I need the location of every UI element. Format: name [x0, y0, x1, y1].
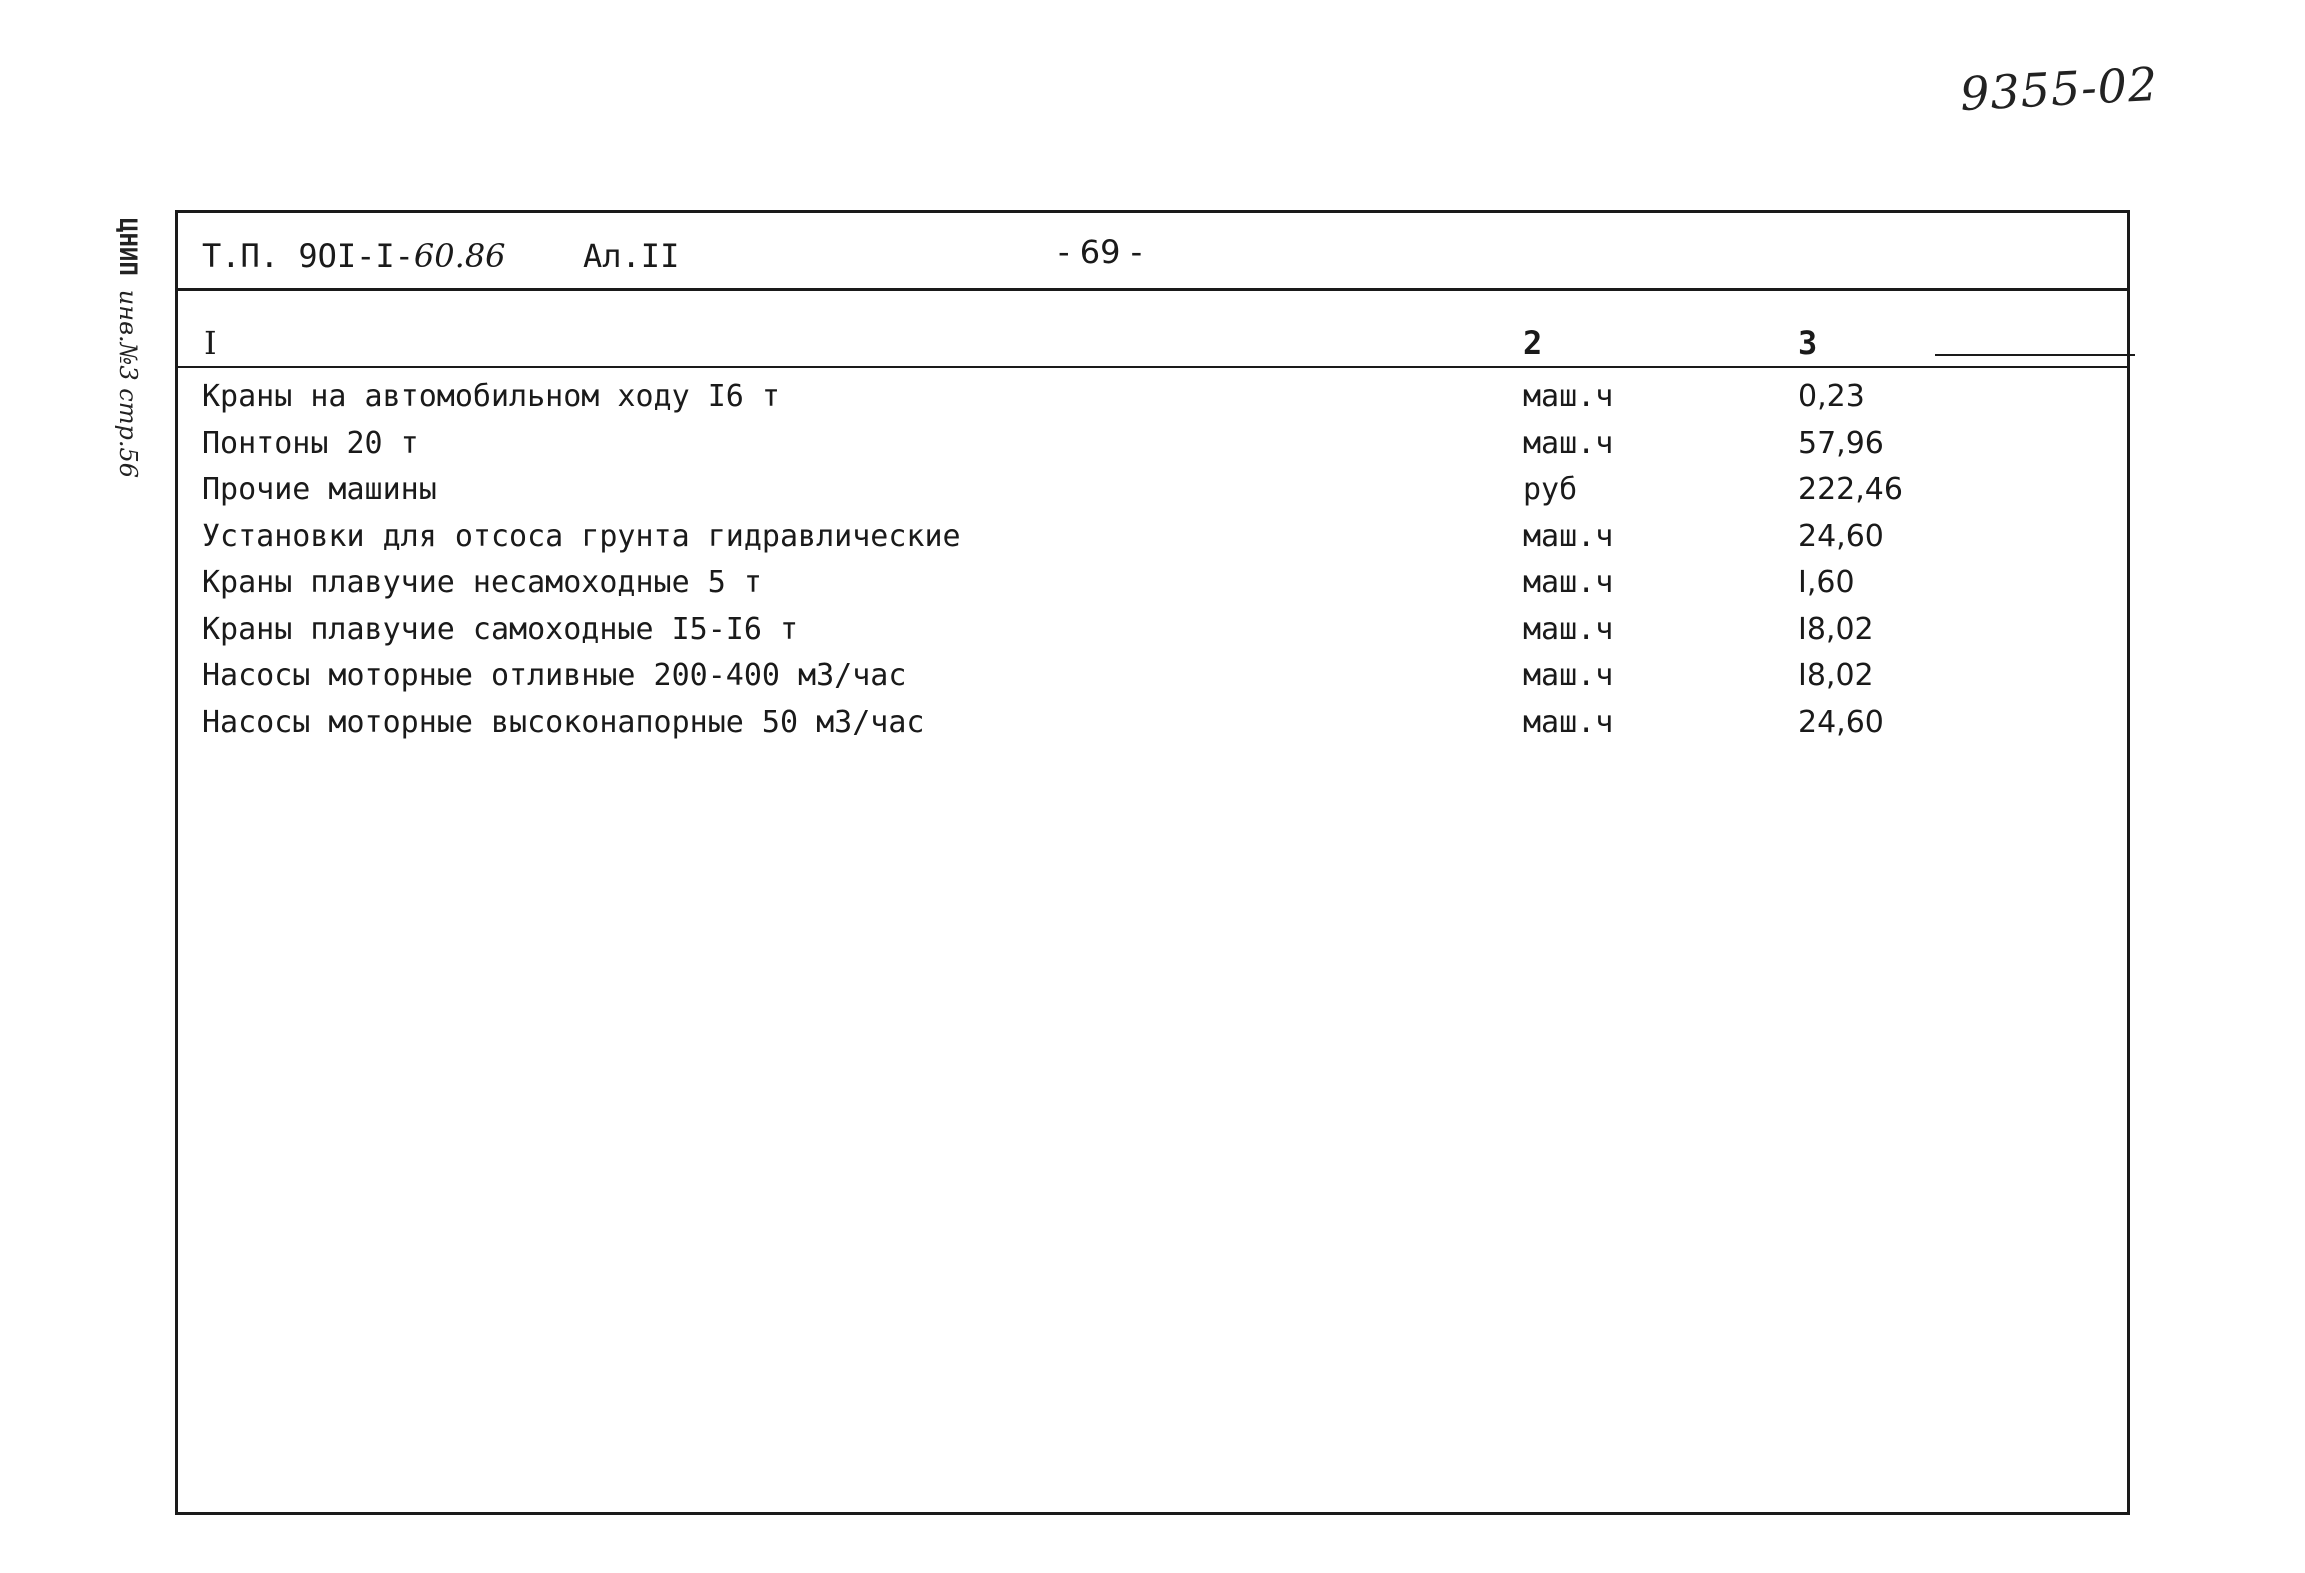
table-row	[178, 608, 2127, 655]
column-header-3: 3	[1798, 324, 1818, 362]
row-unit: маш.ч	[1523, 658, 1614, 693]
row-value: I8,02	[1798, 611, 1874, 647]
row-value: 57,96	[1798, 425, 1884, 461]
table-row	[178, 515, 2127, 562]
document-header	[178, 213, 2127, 291]
document-code-printed: Т.П. 9OI-I-	[202, 237, 414, 275]
row-unit: маш.ч	[1523, 565, 1614, 600]
sheet-label: Ал.II	[583, 237, 680, 275]
table-row	[178, 654, 2127, 701]
row-name: Насосы моторные высоконапорные 50 м3/час	[202, 704, 925, 740]
row-name: Насосы моторные отливные 200-400 м3/час	[202, 658, 907, 693]
row-unit: маш.ч	[1523, 379, 1614, 414]
row-unit: маш.ч	[1523, 704, 1614, 740]
table-row	[178, 561, 2127, 608]
row-unit: маш.ч	[1523, 611, 1614, 647]
side-stamp-handwritten: инв.№3 стр.56	[114, 289, 142, 478]
row-name: Краны плавучие несамоходные 5 т	[202, 565, 762, 600]
table-column-headers	[178, 318, 2127, 368]
row-unit: маш.ч	[1523, 425, 1614, 461]
row-value: 222,46	[1798, 472, 1903, 507]
document-code-handwritten: 60.86	[413, 237, 506, 275]
row-name: Краны на автомобильном ходу I6 т	[202, 379, 780, 414]
document-frame	[175, 210, 2130, 1515]
archive-number: 9355-02	[1958, 56, 2160, 122]
document-code	[202, 237, 506, 275]
column-header-1: I	[204, 324, 217, 362]
page-number: - 69 -	[1058, 233, 1143, 271]
table-row	[178, 468, 2127, 515]
row-value: I8,02	[1798, 658, 1874, 693]
row-value: 24,60	[1798, 518, 1884, 554]
row-name: Краны плавучие самоходные I5-I6 т	[202, 611, 799, 647]
row-name: Установки для отсоса грунта гидравлические	[202, 518, 961, 554]
side-stamp	[114, 218, 142, 638]
header-rule-extension	[1935, 354, 2135, 356]
table-row	[178, 701, 2127, 748]
column-header-2: 2	[1523, 324, 1543, 362]
row-unit: руб	[1523, 472, 1578, 507]
resource-table	[178, 375, 2127, 747]
table-row	[178, 422, 2127, 469]
row-value: 24,60	[1798, 704, 1884, 740]
side-stamp-printed: ЦНИП	[114, 218, 142, 276]
row-value: I,60	[1798, 565, 1855, 600]
row-value: 0,23	[1798, 379, 1865, 414]
row-name: Прочие машины	[202, 472, 437, 507]
row-name: Понтоны 20 т	[202, 425, 419, 461]
row-unit: маш.ч	[1523, 518, 1614, 554]
table-row	[178, 375, 2127, 422]
